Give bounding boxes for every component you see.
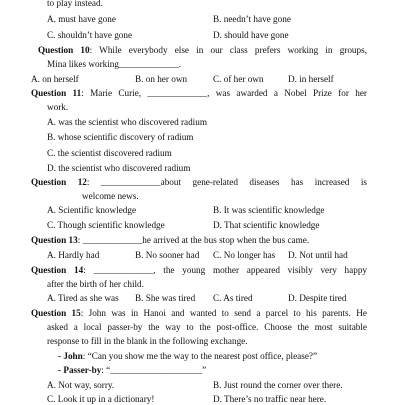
question-14-option-c[interactable]: C. As tired bbox=[213, 293, 253, 303]
question-13-label: Question 13 bbox=[31, 235, 78, 245]
question-11-option-a[interactable]: A. was the scientist who discovered radium bbox=[47, 117, 207, 127]
question-12-option-b[interactable]: B. It was scientific knowledge bbox=[213, 205, 325, 215]
question-11-stem-2: work. bbox=[47, 102, 69, 112]
question-10-label: Question 10 bbox=[38, 45, 90, 55]
question-15-stem-2: asked a local passer-by the way to the post-office. Choose the most suitable bbox=[47, 322, 367, 332]
prev-option-c[interactable]: C. shouldn’t have gone bbox=[47, 30, 133, 40]
dialog-speaker-john: - John bbox=[58, 351, 83, 361]
question-11-option-c[interactable]: C. the scientist discovered radium bbox=[47, 148, 172, 158]
question-10-stem-2: Mina likes working_____________. bbox=[47, 59, 181, 69]
question-13-option-a[interactable]: A. Hardly had bbox=[47, 250, 100, 260]
question-12-stem bbox=[31, 177, 367, 188]
question-14-option-a[interactable]: A. Tired as she was bbox=[47, 293, 119, 303]
question-13-option-c[interactable]: C. No longer has bbox=[213, 250, 276, 260]
question-13-option-b[interactable]: B. No sooner had bbox=[135, 250, 200, 260]
question-13-text: : _____________he arrived at the bus stop when the bus came. bbox=[77, 235, 310, 245]
question-14-option-d[interactable]: D. Despite tired bbox=[288, 293, 347, 303]
question-12-option-a[interactable]: A. Scientific knowledge bbox=[47, 205, 137, 215]
question-11-option-b[interactable]: B. whose scientific discovery of radium bbox=[47, 132, 194, 142]
question-15-dialog-john bbox=[58, 351, 317, 362]
question-10-option-a[interactable]: A. on herself bbox=[31, 74, 79, 84]
dialog-line-passer-by: : “____________________” bbox=[101, 365, 207, 375]
question-11-option-d[interactable]: D. the scientist who discovered radium bbox=[47, 163, 191, 173]
question-15-label: Question 15 bbox=[31, 308, 81, 318]
question-14-stem-2: after the birth of her child. bbox=[47, 279, 144, 289]
question-15-option-a[interactable]: A. Not way, sorry. bbox=[47, 380, 115, 390]
question-14-label: Question 14 bbox=[31, 265, 84, 275]
prev-option-b[interactable]: B. needn’t have gone bbox=[213, 14, 291, 24]
question-10-option-d[interactable]: D. in herself bbox=[288, 74, 334, 84]
question-15-option-c[interactable]: C. Look it up in a dictionary! bbox=[47, 394, 155, 404]
question-10-option-b[interactable]: B. on her own bbox=[135, 74, 188, 84]
question-15-text: : John was in Hanoi and wanted to send a parcel to his parents. He bbox=[80, 308, 367, 318]
question-12-option-d[interactable]: D. That scientific knowledge bbox=[213, 220, 320, 230]
question-13-option-d[interactable]: D. Not until had bbox=[288, 250, 348, 260]
prev-question-tail: to play instead. bbox=[47, 0, 103, 8]
question-15-option-d[interactable]: D. There’s no traffic near here. bbox=[213, 394, 327, 404]
question-15-stem-3: response to fill in the blank in the following exchange. bbox=[47, 336, 248, 346]
question-15-stem bbox=[31, 308, 367, 319]
question-14-text: : _____________, the young mother appeared visibly very happy bbox=[83, 265, 368, 275]
question-12-text: : _____________about gene-related diseases has increased is bbox=[86, 177, 367, 187]
dialog-line-john: : “Can you show me the way to the nearest post office, please?” bbox=[82, 351, 318, 361]
question-15-option-b[interactable]: B. Just round the corner over there. bbox=[213, 380, 343, 390]
question-10-stem bbox=[38, 45, 367, 56]
prev-option-a[interactable]: A. must have gone bbox=[47, 14, 116, 24]
question-11-label: Question 11 bbox=[31, 88, 82, 98]
dialog-speaker-passer-by: - Passer-by bbox=[58, 365, 102, 375]
question-14-stem bbox=[31, 265, 367, 276]
question-12-option-c[interactable]: C. Though scientific knowledge bbox=[47, 220, 165, 230]
question-13-stem bbox=[31, 235, 309, 246]
question-12-stem-2: welcome news. bbox=[82, 191, 139, 201]
question-12-label: Question 12 bbox=[31, 177, 87, 187]
question-11-text: : Marie Curie, _____________, was awarded a Nobel Prize for her bbox=[81, 88, 367, 98]
question-15-dialog-passer-by bbox=[58, 365, 206, 376]
question-14-option-b[interactable]: B. She was tired bbox=[135, 293, 196, 303]
question-10-text: : While everybody else in our class prefers working in groups, bbox=[89, 45, 367, 55]
question-11-stem bbox=[31, 88, 367, 99]
prev-option-d[interactable]: D. should have gone bbox=[213, 30, 289, 40]
question-10-option-c[interactable]: C. of her own bbox=[213, 74, 264, 84]
